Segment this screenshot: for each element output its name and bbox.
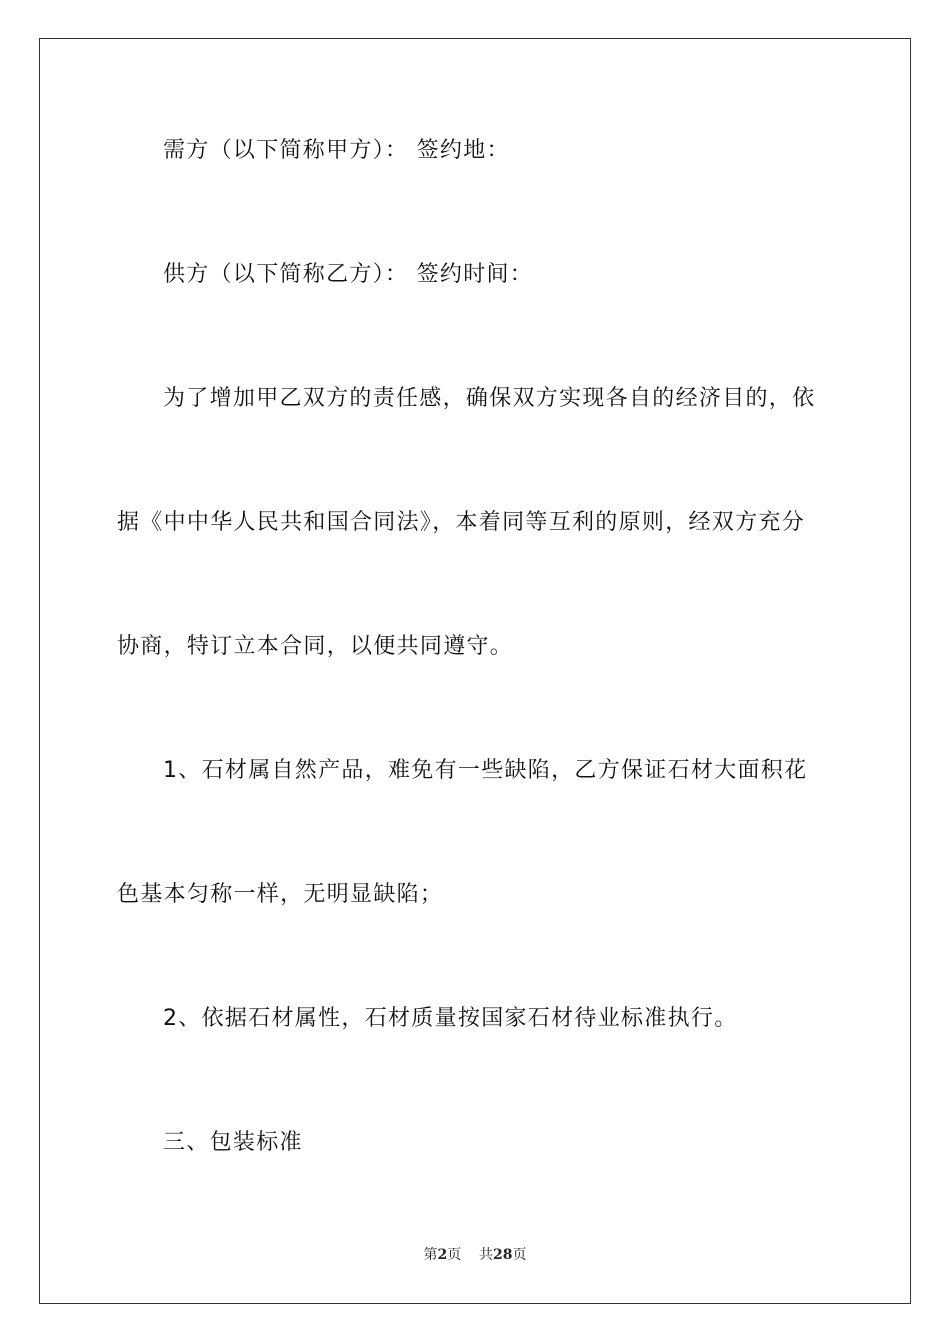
page-number: 2 [437,1247,448,1263]
clause-2-line: 2、依据石材属性，石材质量按国家石材待业标准执行。 [163,1006,738,1031]
section-heading-packaging: 三、包装标准 [163,1130,303,1155]
paragraph-line-2: 据《中中华人民共和国合同法》，本着同等互利的原则，经双方充分 [117,510,806,535]
paragraph-line-1: 为了增加甲乙双方的责任感，确保双方实现各自的经济目的，依 [163,386,816,411]
party-a-line: 需方（以下简称甲方）： 签约地： [163,138,510,163]
total-prefix: 共 [479,1247,494,1263]
clause-1-line-1: 1、石材属自然产品，难免有一些缺陷，乙方保证石材大面积花 [163,758,808,783]
total-pages: 28 [493,1247,513,1263]
page-border [39,38,911,1304]
clause-1-line-2: 色基本匀称一样，无明显缺陷； [117,882,444,907]
page-suffix: 页 [447,1247,462,1263]
paragraph-line-3: 协商，特订立本合同，以便共同遵守。 [117,634,514,659]
page-footer [0,1245,950,1265]
page-prefix: 第 [423,1247,438,1263]
party-b-line: 供方（以下简称乙方）： 签约时间： [163,262,534,287]
total-suffix: 页 [512,1247,527,1263]
